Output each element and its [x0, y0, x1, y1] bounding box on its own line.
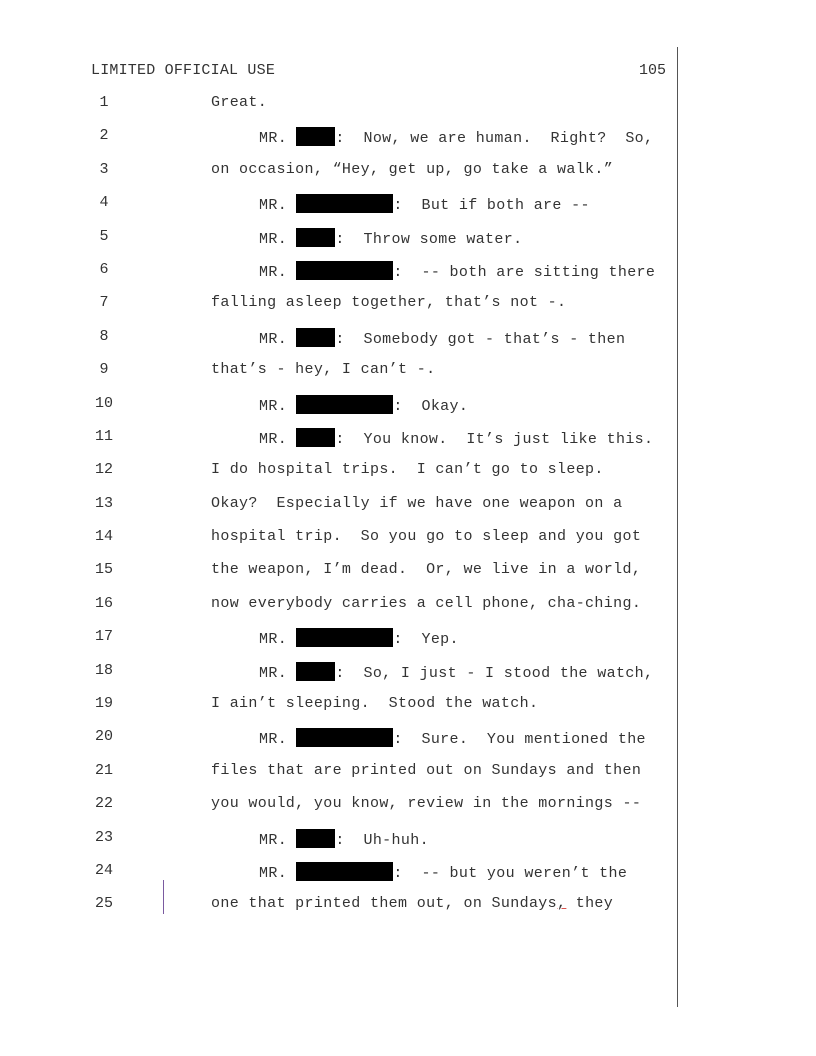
- line-number: 19: [94, 695, 113, 713]
- line-text: : Sure. You mentioned the: [393, 731, 646, 749]
- line-number: 5: [99, 227, 109, 245]
- transcript-line: [0, 428, 677, 461]
- line-text: : So, I just - I stood the watch,: [335, 664, 654, 682]
- line-text: : Okay.: [393, 397, 469, 415]
- line-text: the weapon, I’m dead. Or, we live in a world,: [211, 561, 642, 579]
- transcript-line: [0, 461, 677, 494]
- redaction-box: [296, 428, 335, 447]
- line-number: 4: [99, 194, 109, 212]
- line-text-part: they: [566, 895, 614, 913]
- redaction-box: [296, 127, 335, 146]
- line-number: 21: [94, 761, 113, 779]
- redaction-box: [296, 395, 393, 414]
- line-text: Great.: [211, 94, 268, 111]
- line-number: 23: [94, 828, 113, 846]
- line-text: Okay? Especially if we have one weapon on a: [211, 494, 623, 512]
- line-number: 8: [99, 327, 109, 345]
- line-number: 11: [94, 427, 113, 445]
- line-text: I ain’t sleeping. Stood the watch.: [211, 695, 539, 713]
- transcript-line: [0, 294, 677, 327]
- transcript-line: [0, 561, 677, 594]
- line-number: 12: [94, 461, 113, 479]
- line-text: [211, 895, 613, 913]
- speaker-title: MR.: [259, 430, 288, 448]
- speaker-title: MR.: [259, 230, 288, 248]
- line-text: files that are printed out on Sundays and then: [211, 761, 642, 779]
- speaker-line: [259, 328, 625, 349]
- speaker-title: MR.: [259, 631, 288, 649]
- line-number: 18: [94, 661, 113, 679]
- speaker-title: MR.: [259, 197, 288, 215]
- line-text: falling asleep together, that’s not -.: [211, 294, 567, 312]
- speaker-line: [259, 662, 653, 683]
- speaker-line: [259, 862, 627, 883]
- speaker-title: MR.: [259, 397, 288, 415]
- transcript-line: [0, 528, 677, 561]
- line-text: I do hospital trips. I can’t go to sleep.: [211, 461, 604, 479]
- line-number: 22: [94, 795, 113, 813]
- speaker-line: [259, 395, 468, 416]
- redaction-box: [296, 194, 393, 213]
- speaker-line: [259, 127, 653, 148]
- line-text: : Throw some water.: [335, 230, 523, 248]
- transcript-line: [0, 127, 677, 160]
- transcript-line: [0, 695, 677, 728]
- line-text: : Uh-huh.: [335, 831, 429, 849]
- speaker-title: MR.: [259, 731, 288, 749]
- transcript-line: [0, 261, 677, 294]
- line-text-part: one that printed them out, on Sundays: [211, 895, 558, 913]
- line-text: : Yep.: [393, 631, 459, 649]
- speaker-title: MR.: [259, 330, 288, 348]
- speaker-title: MR.: [259, 130, 288, 148]
- speaker-title: MR.: [259, 831, 288, 849]
- transcript-line: [0, 829, 677, 862]
- line-number: 7: [99, 294, 109, 312]
- line-number: 25: [94, 895, 113, 913]
- redaction-box: [296, 662, 335, 681]
- redaction-box: [296, 261, 393, 280]
- right-margin-rule: [677, 47, 678, 1007]
- speaker-title: MR.: [259, 864, 288, 882]
- redaction-box: [296, 728, 393, 747]
- line-text: : -- both are sitting there: [393, 263, 656, 281]
- transcript-line: [0, 895, 677, 928]
- transcript-line: [0, 495, 677, 528]
- line-text: that’s - hey, I can’t -.: [211, 361, 436, 379]
- line-number: 3: [99, 160, 109, 178]
- line-text: : Somebody got - that’s - then: [335, 330, 626, 348]
- redaction-box: [296, 829, 335, 848]
- line-number: 1: [99, 94, 109, 111]
- line-number: 14: [94, 528, 113, 546]
- speaker-line: [259, 628, 459, 649]
- classification-header: LIMITED OFFICIAL USE: [91, 62, 276, 79]
- speaker-line: [259, 728, 646, 749]
- transcript-line: [0, 762, 677, 795]
- transcript-line: [0, 795, 677, 828]
- speaker-line: [259, 261, 655, 282]
- transcript-line: [0, 361, 677, 394]
- transcript-line: [0, 161, 677, 194]
- transcript-line: [0, 628, 677, 661]
- redaction-box: [296, 862, 393, 881]
- transcript-line: [0, 862, 677, 895]
- line-text: now everybody carries a cell phone, cha-ching.: [211, 594, 642, 612]
- line-number: 2: [99, 127, 109, 145]
- line-number: 24: [94, 861, 113, 879]
- transcript-line: [0, 395, 677, 428]
- speaker-title: MR.: [259, 263, 288, 281]
- speaker-title: MR.: [259, 664, 288, 682]
- line-number: 20: [94, 728, 113, 746]
- page-number: 105: [638, 62, 666, 79]
- spellcheck-flagged-comma: ,: [557, 895, 567, 913]
- line-text: : Now, we are human. Right? So,: [335, 130, 654, 148]
- transcript-line: [0, 228, 677, 261]
- line-text: on occasion, “Hey, get up, go take a walk.”: [211, 160, 614, 178]
- transcript-line: [0, 194, 677, 227]
- line-text: : But if both are --: [393, 197, 590, 215]
- transcript-line: [0, 662, 677, 695]
- speaker-line: [259, 829, 429, 850]
- line-text: hospital trip. So you go to sleep and you got: [211, 528, 642, 546]
- line-number: 10: [94, 394, 113, 412]
- line-number: 17: [94, 628, 113, 646]
- redaction-box: [296, 328, 335, 347]
- line-number: 6: [99, 260, 109, 278]
- line-text: : You know. It’s just like this.: [335, 430, 654, 448]
- redaction-box: [296, 228, 335, 247]
- transcript-body: [0, 94, 677, 929]
- speaker-line: [259, 228, 522, 249]
- line-number: 15: [94, 561, 113, 579]
- line-number: 9: [99, 361, 109, 379]
- transcript-line: [0, 595, 677, 628]
- line-number: 13: [94, 494, 113, 512]
- transcript-line: [0, 94, 677, 127]
- redaction-box: [296, 628, 393, 647]
- line-text: you would, you know, review in the mornings --: [211, 795, 642, 813]
- transcript-line: [0, 328, 677, 361]
- speaker-line: [259, 428, 653, 449]
- transcript-line: [0, 728, 677, 761]
- line-text: : -- but you weren’t the: [393, 864, 628, 882]
- line-number: 16: [94, 594, 113, 612]
- speaker-line: [259, 194, 590, 215]
